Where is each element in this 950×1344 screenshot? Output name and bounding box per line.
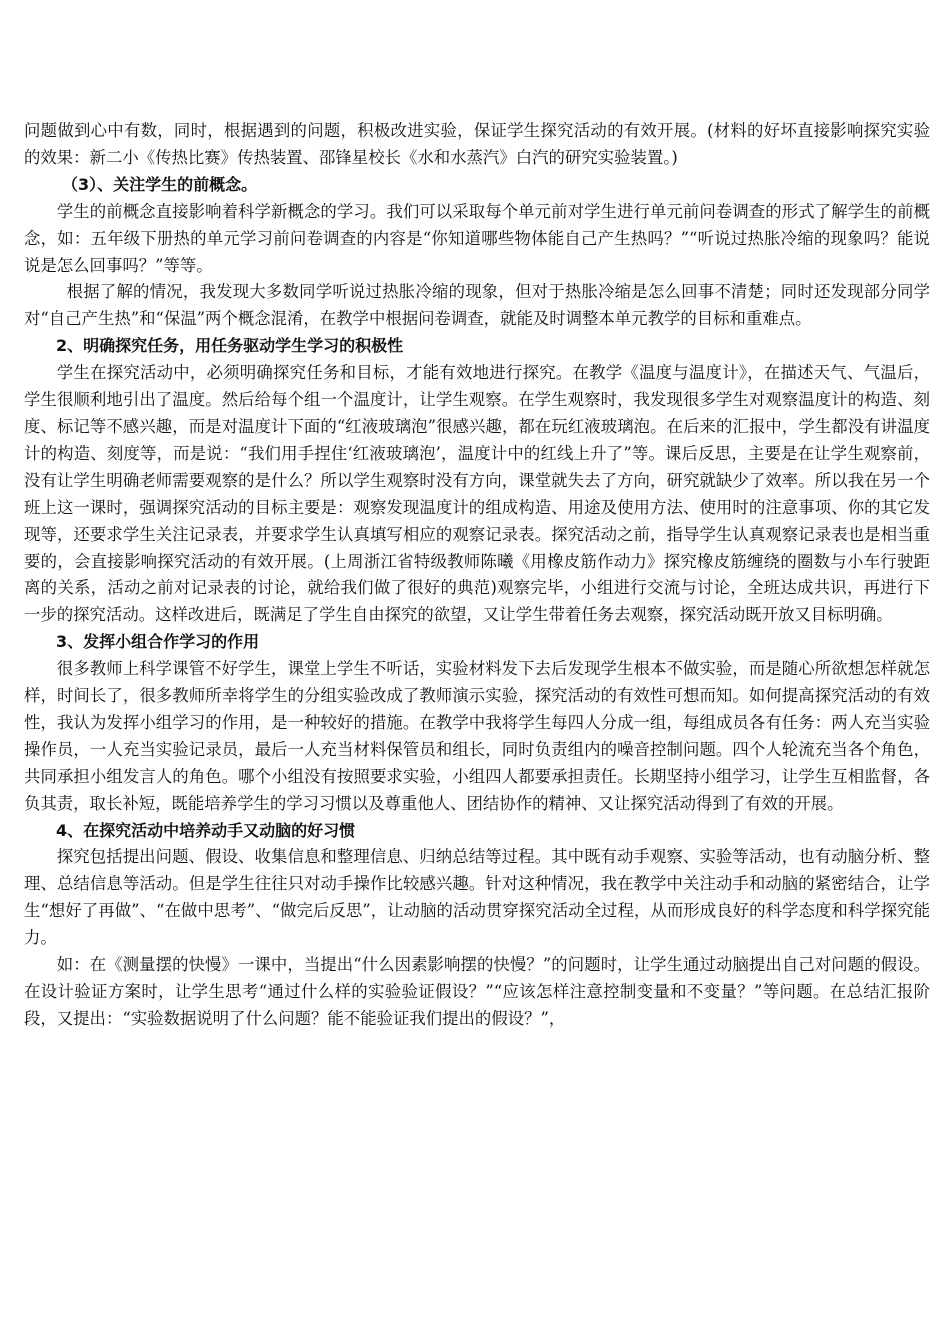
paragraph-group-work: 很多教师上科学课管不好学生，课堂上学生不听话，实验材料发下去后发现学生根本不做实验，而是随心所欲想怎样就怎样，时间长了，很多教师所幸将学生的分组实验改成了教师演示实验，探究活动的有效性可想而知。如何提高探究活动的有效性，我认为发挥小组学习的作用，是一种较好的措施。在教学中我将学生每四人分成一组，每组成员各有任务：两人充当实验操作员，一人充当实验记录员，最后一人充当材料保管员和组长，同时负责组内的噪音控制问题。四个人轮流充当各个角色，共同承担小组发言人的角色。哪个小组没有按照要求实验，小组四人都要承担责任。长期坚持小组学习，让学生互相监督，各负其责，取长补短，既能培养学生的学习习惯以及尊重他人、团结协作的精神、又让探究活动得到了有效的开展。: [24, 659, 930, 813]
heading-group-work: 3、发挥小组合作学习的作用: [56, 632, 260, 652]
heading-task-driven: 2、明确探究任务，用任务驱动学生学习的积极性: [56, 336, 404, 356]
paragraph-preconcept: 学生的前概念直接影响着科学新概念的学习。我们可以采取每个单元前对学生进行单元前问卷调查的形式了解学生的前概念，如：五年级下册热的单元学习前问卷调查的内容是“你知道哪些物体能自己产生热吗？”“听说过热胀冷缩的现象吗？能说说是怎么回事吗？”等等。: [24, 201, 930, 275]
document-page: [24, 118, 930, 1033]
paragraph-findings: 根据了解的情况，我发现大多数同学听说过热胀冷缩的现象，但对于热胀冷缩是怎么回事不清楚；同时还发现部分同学对“自己产生热”和“保温”两个概念混淆，在教学中根据问卷调查，就能及时调整本单元教学的目标和重难点。: [24, 282, 930, 329]
paragraph-hands-and-brain: 探究包括提出问题、假设、收集信息和整理信息、归纳总结等过程。其中既有动手观察、实验等活动，也有动脑分析、整理、总结信息等活动。但是学生往往只对动手操作比较感兴趣。针对这种情况，我在教学中关注动手和动脑的紧密结合，让学生“想好了再做”、“在做中思考”、“做完后反思”，让动脑的活动贯穿探究活动全过程，从而形成良好的科学态度和科学探究能力。: [24, 847, 930, 948]
paragraph-pendulum-example: 如：在《测量摆的快慢》一课中，当提出“什么因素影响摆的快慢？”的问题时，让学生通过动脑提出自己对问题的假设。在设计验证方案时，让学生思考“通过什么样的实验验证假设？”“应该怎样注意控制变量和不变量？”等问题。在总结汇报阶段，又提出：“实验数据说明了什么问题？能不能验证我们提出的假设？”，: [24, 955, 930, 1028]
paragraph-thermometer: 学生在探究活动中，必须明确探究任务和目标，才能有效地进行探究。在教学《温度与温度计》，在描述天气、气温后，学生很顺利地引出了温度。然后给每个组一个温度计，让学生观察。在学生观察时，我发现很多学生对观察温度计的构造、刻度、标记等不感兴趣，而是对温度计下面的“红液玻璃泡”很感兴趣，都在玩红液玻璃泡。在后来的汇报中，学生都没有讲温度计的构造、刻度等，而是说：“我们用手捏住‘红液玻璃泡’，温度计中的红线上升了”等。课后反思，主要是在让学生观察前，没有让学生明确老师需要观察的是什么？所以学生观察时没有方向，课堂就失去了方向，研究就缺少了效率。所以我在另一个班上这一课时，强调探究活动的目标主要是：观察发现温度计的组成构造、用途及使用方法、使用时的注意事项、你的其它发现等，还要求学生关注记录表，并要求学生认真填写相应的观察记录表。探究活动之前，指导学生认真观察记录表也是相当重要的，会直接影响探究活动的有效开展。(上周浙江省特级教师陈曦《用橡皮筋作动力》探究橡皮筋缠绕的圈数与小车行驶距离的关系，活动之前对记录表的讨论，就给我们做了很好的典范)观察完毕，小组进行交流与讨论，全班达成共识，再进行下一步的探究活动。这样改进后，既满足了学生自由探究的欲望，又让学生带着任务去观察，探究活动既开放又目标明确。: [24, 363, 930, 625]
heading-hands-and-brain: 4、在探究活动中培养动手又动脑的好习惯: [56, 820, 356, 840]
paragraph-continuation: 问题做到心中有数，同时，根据遇到的问题，积极改进实验，保证学生探究活动的有效开展。(材料的好坏直接影响探究实验的效果：新二小《传热比赛》传热装置、邵锋星校长《水和水蒸汽》白汽的研究实验装置。): [24, 121, 930, 167]
heading-preconcept: （3）、关注学生的前概念。: [62, 174, 258, 194]
